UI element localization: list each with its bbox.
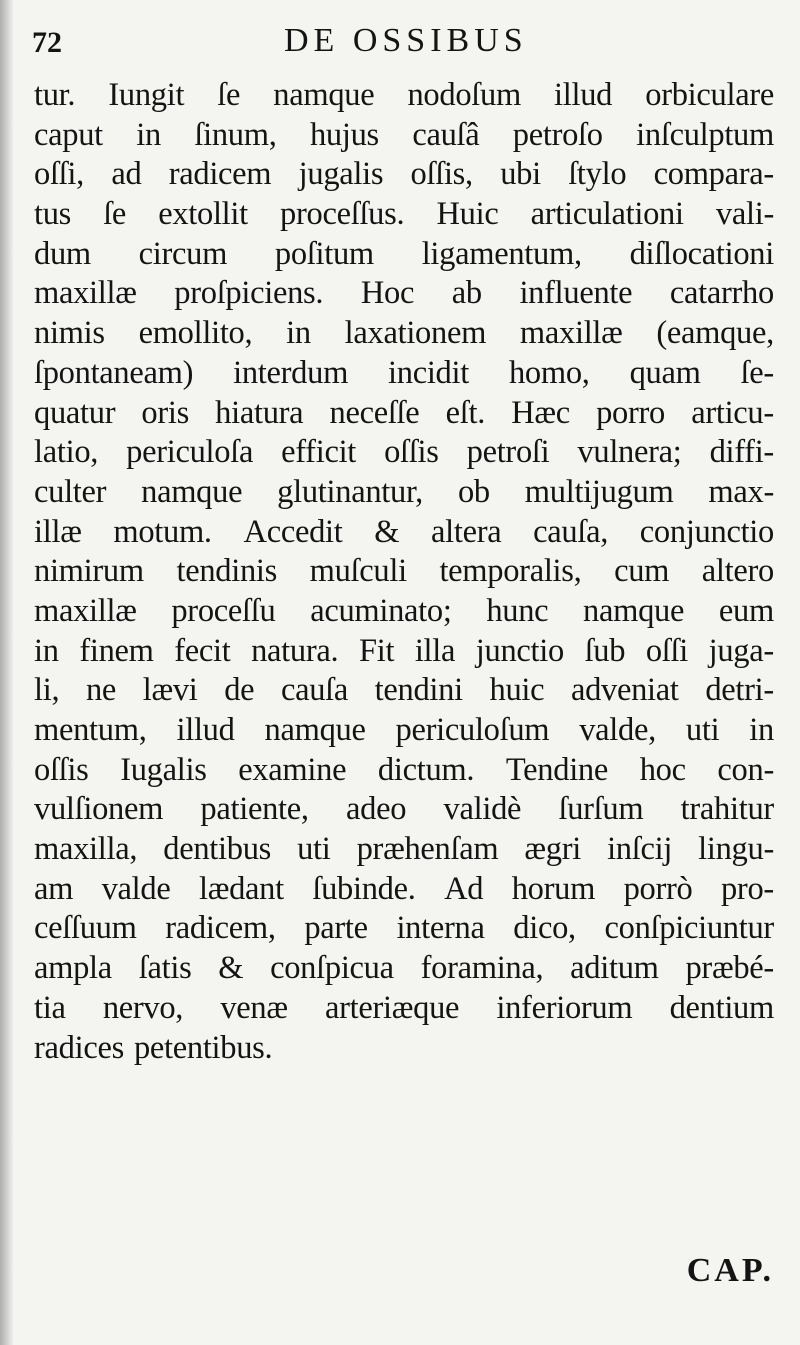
text-line: latio, periculoſa efficit oſſis petroſi vulnera; diffi- [34,434,774,471]
text-line: mentum, illud namque periculoſum valde, uti in [34,712,774,748]
binding-shadow [0,0,14,1345]
running-head [32,22,772,66]
text-line: culter namque glutinantur, ob multijugum max- [34,473,774,510]
text-line: nimis emollito, in laxationem maxillæ (eamque, [34,315,774,352]
text-line: tus ſe extollit proceſſus. Huic articulationi vali- [34,196,774,233]
text-line: maxillæ proceſſu acuminato; hunc namque eum [34,592,774,629]
text-line: ſpontaneam) interdum incidit homo, quam ſe- [34,354,774,391]
text-line: maxilla, dentibus uti præhenſam ægri inſcij lingu- [34,831,774,868]
body-text [34,76,774,1068]
text-line: oſſis Iugalis examine dictum. Tendine hoc con- [34,751,774,788]
running-title: DE OSSIBUS [284,22,528,59]
text-line: radices petentibus. [34,1029,273,1066]
text-line: caput in ſinum, hujus cauſâ petroſo inſculptum [34,116,774,153]
text-line: am valde lædant ſubinde. Ad horum porrò pro- [34,870,774,907]
text-line: nimirum tendinis muſculi temporalis, cum altero [34,553,774,590]
text-line: vulſionem patiente, adeo validè ſurſum trahitur [34,791,774,828]
text-line: in finem fecit natura. Fit illa junctio ſub oſſi juga- [34,632,774,669]
text-line: ceſſuum radicem, parte interna dico, conſpiciuntur [34,910,774,947]
text-line: dum circum poſitum ligamentum, diſlocationi [34,235,774,272]
text-line: quatur oris hiatura neceſſe eſt. Hæc porro articu- [34,394,774,431]
text-line: ampla ſatis & conſpicua foramina, aditum præbé- [34,950,774,987]
text-line: li, ne lævi de cauſa tendini huic adveniat detri- [34,672,774,709]
text-line: tur. Iungit ſe namque nodoſum illud orbiculare [34,77,774,113]
page-number: 72 [32,26,62,59]
text-line: tia nervo, venæ arteriæque inferiorum dentium [34,989,774,1026]
text-line: maxillæ proſpiciens. Hoc ab influente catarrho [34,275,774,312]
text-line: illæ motum. Accedit & altera cauſa, conjunctio [34,513,774,550]
catchword: CAP. [686,1252,774,1289]
text-line: oſſi, ad radicem jugalis oſſis, ubi ſtylo compara- [34,156,774,193]
